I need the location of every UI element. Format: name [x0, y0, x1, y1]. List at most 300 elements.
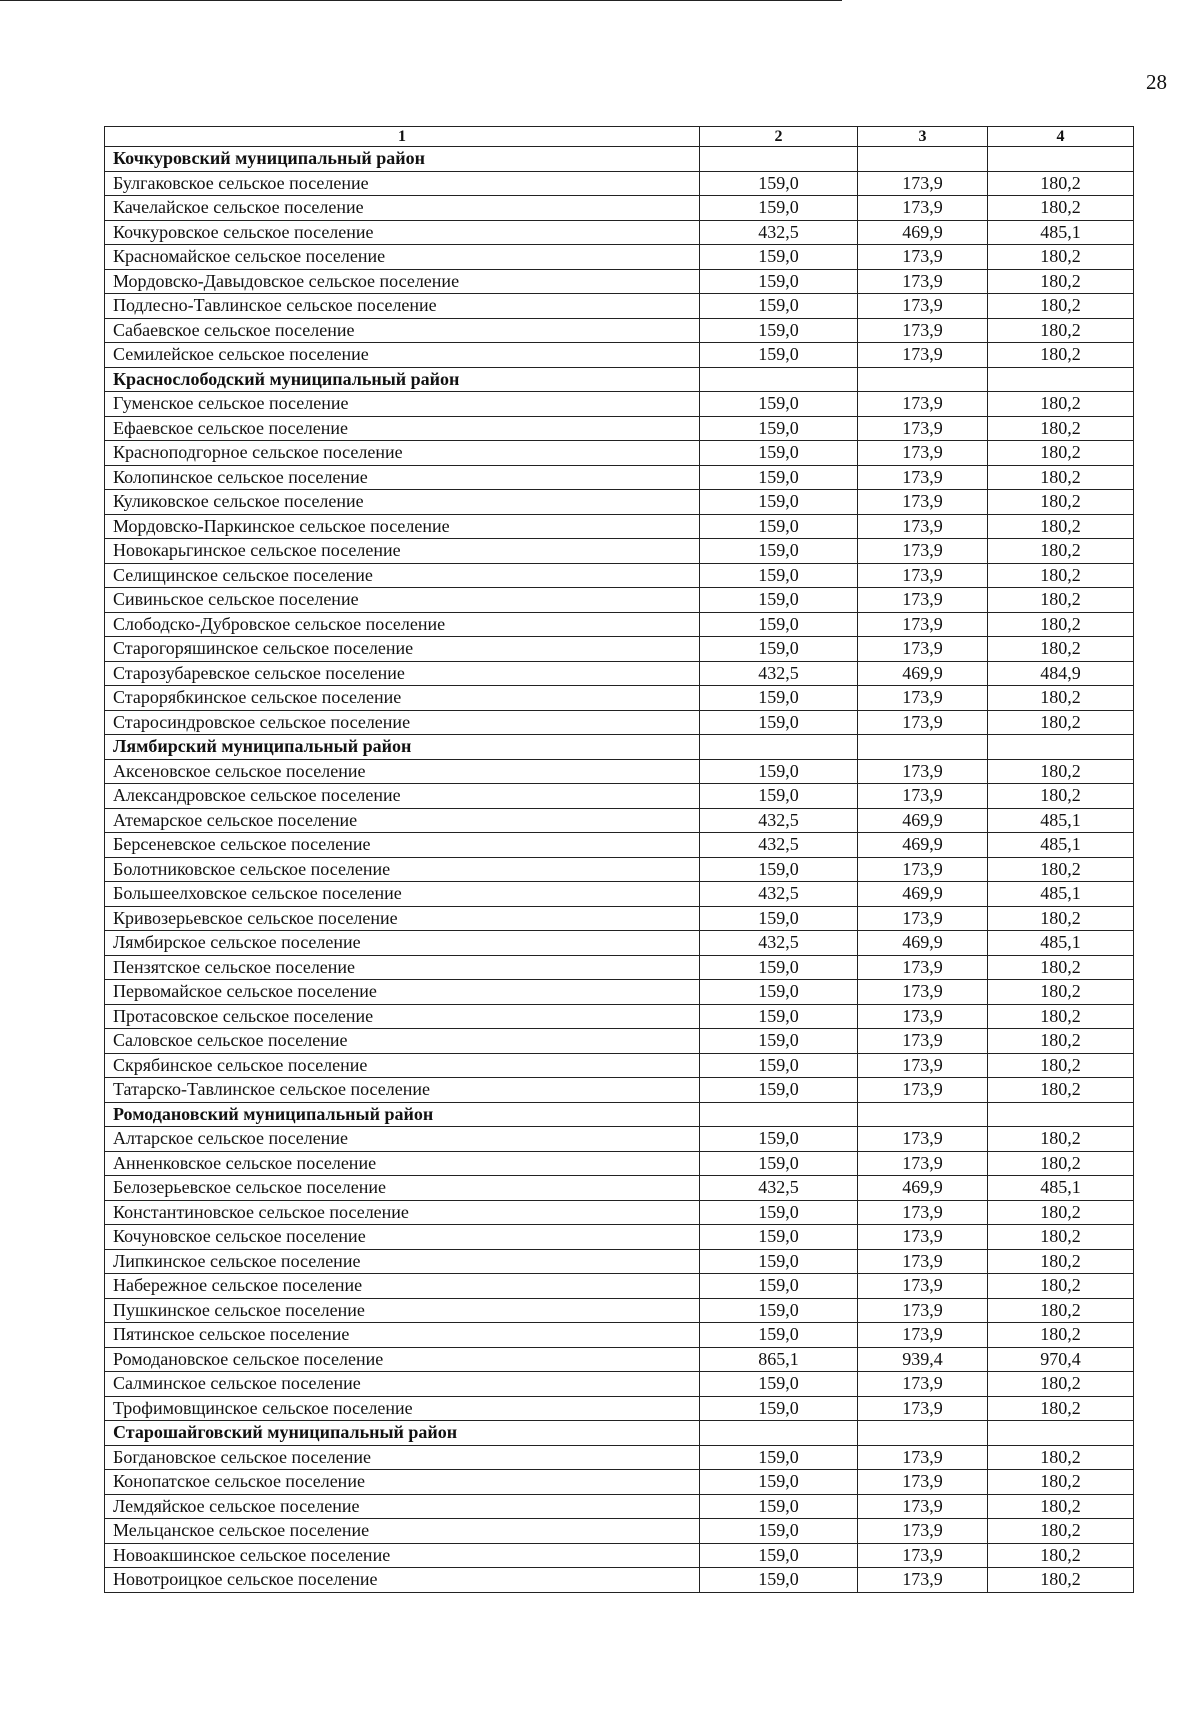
value-cell-col3: 173,9	[858, 1029, 988, 1054]
value-cell-col2: 159,0	[700, 392, 858, 417]
table-row	[105, 1470, 1134, 1495]
value-cell-col4: 180,2	[988, 906, 1134, 931]
data-table-container	[104, 126, 1133, 1593]
value-cell-col3: 173,9	[858, 1151, 988, 1176]
value-cell-col3: 173,9	[858, 1053, 988, 1078]
value-cell-col4: 180,2	[988, 1200, 1134, 1225]
value-cell-col3: 173,9	[858, 906, 988, 931]
table-row	[105, 171, 1134, 196]
value-cell-col2: 159,0	[700, 1200, 858, 1225]
settlement-name: Новоакшинское сельское поселение	[105, 1543, 700, 1568]
value-cell-col2: 159,0	[700, 1372, 858, 1397]
value-cell-col2: 159,0	[700, 686, 858, 711]
value-cell-col2: 159,0	[700, 710, 858, 735]
table-row	[105, 1372, 1134, 1397]
value-cell-col4: 180,2	[988, 784, 1134, 809]
value-cell-col2: 159,0	[700, 1078, 858, 1103]
value-cell-col4: 180,2	[988, 1568, 1134, 1593]
district-name: Краснослободский муниципальный район	[105, 367, 700, 392]
settlement-name: Ефаевское сельское поселение	[105, 416, 700, 441]
value-cell-col4: 180,2	[988, 392, 1134, 417]
table-row	[105, 539, 1134, 564]
table-row	[105, 637, 1134, 662]
value-cell-col4: 180,2	[988, 1445, 1134, 1470]
value-cell-col4: 180,2	[988, 857, 1134, 882]
district-name: Ромодановский муниципальный район	[105, 1102, 700, 1127]
table-row	[105, 392, 1134, 417]
settlement-name: Первомайское сельское поселение	[105, 980, 700, 1005]
settlement-name: Сабаевское сельское поселение	[105, 318, 700, 343]
value-cell-col3: 173,9	[858, 441, 988, 466]
top-rule	[0, 0, 842, 1]
value-cell-col3: 173,9	[858, 1543, 988, 1568]
value-cell-col3: 173,9	[858, 1568, 988, 1593]
table-row	[105, 441, 1134, 466]
value-cell-col2: 159,0	[700, 245, 858, 270]
table-row	[105, 514, 1134, 539]
value-cell-col2	[700, 1102, 858, 1127]
district-name: Старошайговский муниципальный район	[105, 1421, 700, 1446]
table-row	[105, 710, 1134, 735]
header-cell-4: 4	[988, 127, 1134, 147]
settlement-name: Мордовско-Давыдовское сельское поселение	[105, 269, 700, 294]
value-cell-col2: 159,0	[700, 171, 858, 196]
value-cell-col4	[988, 1102, 1134, 1127]
settlement-name: Татарско-Тавлинское сельское поселение	[105, 1078, 700, 1103]
header-cell-2: 2	[700, 127, 858, 147]
settlement-name: Подлесно-Тавлинское сельское поселение	[105, 294, 700, 319]
table-row	[105, 416, 1134, 441]
settlement-name: Атемарское сельское поселение	[105, 808, 700, 833]
table-row	[105, 955, 1134, 980]
value-cell-col4: 180,2	[988, 416, 1134, 441]
value-cell-col2: 159,0	[700, 465, 858, 490]
value-cell-col4: 485,1	[988, 882, 1134, 907]
settlement-name: Александровское сельское поселение	[105, 784, 700, 809]
table-row	[105, 857, 1134, 882]
page-number: 28	[1146, 70, 1167, 94]
value-cell-col4: 485,1	[988, 833, 1134, 858]
table-row	[105, 1519, 1134, 1544]
table-row	[105, 318, 1134, 343]
district-header-row	[105, 147, 1134, 172]
settlement-name: Алтарское сельское поселение	[105, 1127, 700, 1152]
value-cell-col3: 173,9	[858, 1249, 988, 1274]
settlement-name: Старозубаревское сельское поселение	[105, 661, 700, 686]
settlement-name: Кочуновское сельское поселение	[105, 1225, 700, 1250]
settlement-name: Лямбирское сельское поселение	[105, 931, 700, 956]
table-row	[105, 269, 1134, 294]
value-cell-col3: 173,9	[858, 980, 988, 1005]
value-cell-col3: 173,9	[858, 588, 988, 613]
value-cell-col4: 180,2	[988, 1494, 1134, 1519]
value-cell-col2: 432,5	[700, 882, 858, 907]
value-cell-col3	[858, 147, 988, 172]
value-cell-col3: 173,9	[858, 1470, 988, 1495]
value-cell-col3: 173,9	[858, 392, 988, 417]
district-header-row	[105, 1421, 1134, 1446]
settlement-name: Куликовское сельское поселение	[105, 490, 700, 515]
table-row	[105, 686, 1134, 711]
value-cell-col3: 173,9	[858, 1127, 988, 1152]
value-cell-col2: 159,0	[700, 563, 858, 588]
value-cell-col2	[700, 147, 858, 172]
value-cell-col3: 469,9	[858, 1176, 988, 1201]
table-row	[105, 808, 1134, 833]
value-cell-col4: 180,2	[988, 980, 1134, 1005]
value-cell-col2	[700, 367, 858, 392]
value-cell-col4: 180,2	[988, 1004, 1134, 1029]
table-row	[105, 1445, 1134, 1470]
value-cell-col4: 180,2	[988, 1323, 1134, 1348]
value-cell-col4: 180,2	[988, 318, 1134, 343]
value-cell-col3: 173,9	[858, 1078, 988, 1103]
value-cell-col2: 159,0	[700, 1225, 858, 1250]
value-cell-col2: 159,0	[700, 1151, 858, 1176]
value-cell-col2: 159,0	[700, 1298, 858, 1323]
table-row	[105, 245, 1134, 270]
value-cell-col2: 159,0	[700, 318, 858, 343]
value-cell-col2: 159,0	[700, 759, 858, 784]
table-row	[105, 833, 1134, 858]
district-header-row	[105, 735, 1134, 760]
value-cell-col4	[988, 1421, 1134, 1446]
value-cell-col2: 159,0	[700, 637, 858, 662]
settlement-name: Гуменское сельское поселение	[105, 392, 700, 417]
settlement-name: Пензятское сельское поселение	[105, 955, 700, 980]
settlement-name: Аксеновское сельское поселение	[105, 759, 700, 784]
table-row	[105, 1225, 1134, 1250]
value-cell-col2: 159,0	[700, 588, 858, 613]
table-row	[105, 1151, 1134, 1176]
value-cell-col4: 180,2	[988, 612, 1134, 637]
value-cell-col2: 159,0	[700, 441, 858, 466]
value-cell-col4: 485,1	[988, 808, 1134, 833]
value-cell-col4: 970,4	[988, 1347, 1134, 1372]
table-row	[105, 1249, 1134, 1274]
settlement-name: Конопатское сельское поселение	[105, 1470, 700, 1495]
table-row	[105, 1274, 1134, 1299]
table-row	[105, 1004, 1134, 1029]
value-cell-col3: 469,9	[858, 220, 988, 245]
value-cell-col4	[988, 735, 1134, 760]
value-cell-col2: 159,0	[700, 490, 858, 515]
value-cell-col4: 180,2	[988, 1298, 1134, 1323]
value-cell-col2: 159,0	[700, 1053, 858, 1078]
value-cell-col3: 173,9	[858, 784, 988, 809]
value-cell-col2: 159,0	[700, 196, 858, 221]
table-row	[105, 588, 1134, 613]
value-cell-col2: 159,0	[700, 1249, 858, 1274]
settlement-name: Большеелховское сельское поселение	[105, 882, 700, 907]
value-cell-col4: 180,2	[988, 441, 1134, 466]
settlement-name: Липкинское сельское поселение	[105, 1249, 700, 1274]
value-cell-col4: 180,2	[988, 514, 1134, 539]
header-cell-3: 3	[858, 127, 988, 147]
table-body	[105, 147, 1134, 1593]
value-cell-col4: 485,1	[988, 220, 1134, 245]
settlement-name: Богдановское сельское поселение	[105, 1445, 700, 1470]
value-cell-col2: 159,0	[700, 1274, 858, 1299]
settlement-name: Берсеневское сельское поселение	[105, 833, 700, 858]
settlement-name: Слободско-Дубровское сельское поселение	[105, 612, 700, 637]
value-cell-col4: 180,2	[988, 294, 1134, 319]
value-cell-col3: 173,9	[858, 1225, 988, 1250]
value-cell-col2: 159,0	[700, 1127, 858, 1152]
value-cell-col2: 159,0	[700, 1470, 858, 1495]
table-row	[105, 1396, 1134, 1421]
settlement-name: Анненковское сельское поселение	[105, 1151, 700, 1176]
value-cell-col4: 180,2	[988, 196, 1134, 221]
value-cell-col4: 180,2	[988, 465, 1134, 490]
value-cell-col3: 173,9	[858, 294, 988, 319]
table-row	[105, 882, 1134, 907]
table-row	[105, 1127, 1134, 1152]
value-cell-col4: 180,2	[988, 1127, 1134, 1152]
value-cell-col2: 159,0	[700, 955, 858, 980]
value-cell-col4: 180,2	[988, 171, 1134, 196]
table-row	[105, 1494, 1134, 1519]
value-cell-col2: 159,0	[700, 857, 858, 882]
table-row	[105, 1298, 1134, 1323]
value-cell-col2: 159,0	[700, 1004, 858, 1029]
value-cell-col3: 173,9	[858, 245, 988, 270]
value-cell-col3: 173,9	[858, 710, 988, 735]
value-cell-col2: 432,5	[700, 661, 858, 686]
table-row	[105, 612, 1134, 637]
value-cell-col2: 159,0	[700, 1519, 858, 1544]
value-cell-col3: 173,9	[858, 1274, 988, 1299]
value-cell-col3: 173,9	[858, 318, 988, 343]
table-row	[105, 294, 1134, 319]
value-cell-col4: 180,2	[988, 1396, 1134, 1421]
settlement-name: Красномайское сельское поселение	[105, 245, 700, 270]
value-cell-col3: 173,9	[858, 686, 988, 711]
district-header-row	[105, 1102, 1134, 1127]
value-cell-col4: 180,2	[988, 1053, 1134, 1078]
district-name: Лямбирский муниципальный район	[105, 735, 700, 760]
settlement-name: Качелайское сельское поселение	[105, 196, 700, 221]
value-cell-col4: 180,2	[988, 245, 1134, 270]
value-cell-col4	[988, 147, 1134, 172]
table-row	[105, 784, 1134, 809]
value-cell-col4: 180,2	[988, 1225, 1134, 1250]
value-cell-col4: 180,2	[988, 490, 1134, 515]
value-cell-col3: 173,9	[858, 343, 988, 368]
value-cell-col2: 159,0	[700, 784, 858, 809]
settlement-name: Саловское сельское поселение	[105, 1029, 700, 1054]
value-cell-col3: 469,9	[858, 931, 988, 956]
value-cell-col4: 180,2	[988, 686, 1134, 711]
settlement-name: Мельцанское сельское поселение	[105, 1519, 700, 1544]
value-cell-col2: 159,0	[700, 514, 858, 539]
settlement-name: Пушкинское сельское поселение	[105, 1298, 700, 1323]
settlement-name: Скрябинское сельское поселение	[105, 1053, 700, 1078]
settlement-name: Селищинское сельское поселение	[105, 563, 700, 588]
value-cell-col3: 173,9	[858, 955, 988, 980]
value-cell-col3: 469,9	[858, 808, 988, 833]
value-cell-col2: 432,5	[700, 1176, 858, 1201]
value-cell-col2: 432,5	[700, 808, 858, 833]
table-row	[105, 661, 1134, 686]
value-cell-col3: 173,9	[858, 1200, 988, 1225]
settlement-name: Пятинское сельское поселение	[105, 1323, 700, 1348]
value-cell-col2: 159,0	[700, 1029, 858, 1054]
value-cell-col3: 173,9	[858, 1519, 988, 1544]
value-cell-col2: 159,0	[700, 416, 858, 441]
table-row	[105, 465, 1134, 490]
value-cell-col3: 173,9	[858, 539, 988, 564]
value-cell-col4: 180,2	[988, 955, 1134, 980]
table-row	[105, 1200, 1134, 1225]
settlement-name: Новокарьгинское сельское поселение	[105, 539, 700, 564]
settlement-name: Семилейское сельское поселение	[105, 343, 700, 368]
value-cell-col3: 173,9	[858, 171, 988, 196]
settlement-name: Кочкуровское сельское поселение	[105, 220, 700, 245]
value-cell-col2: 159,0	[700, 612, 858, 637]
table-row	[105, 1568, 1134, 1593]
table-row	[105, 931, 1134, 956]
value-cell-col2: 159,0	[700, 1445, 858, 1470]
value-cell-col3: 173,9	[858, 1298, 988, 1323]
value-cell-col3: 173,9	[858, 563, 988, 588]
value-cell-col3: 939,4	[858, 1347, 988, 1372]
value-cell-col4: 484,9	[988, 661, 1134, 686]
value-cell-col2: 159,0	[700, 1396, 858, 1421]
district-header-row	[105, 367, 1134, 392]
value-cell-col4: 180,2	[988, 1519, 1134, 1544]
value-cell-col3: 173,9	[858, 1494, 988, 1519]
value-cell-col4: 180,2	[988, 1249, 1134, 1274]
value-cell-col4: 180,2	[988, 588, 1134, 613]
table-row	[105, 563, 1134, 588]
value-cell-col3	[858, 1102, 988, 1127]
settlement-name: Белозерьевское сельское поселение	[105, 1176, 700, 1201]
value-cell-col4: 180,2	[988, 1151, 1134, 1176]
settlement-name: Сивиньское сельское поселение	[105, 588, 700, 613]
value-cell-col4: 180,2	[988, 1543, 1134, 1568]
value-cell-col3: 469,9	[858, 833, 988, 858]
value-cell-col2: 159,0	[700, 1568, 858, 1593]
table-row	[105, 490, 1134, 515]
value-cell-col3: 173,9	[858, 1004, 988, 1029]
value-cell-col2: 432,5	[700, 833, 858, 858]
value-cell-col4: 180,2	[988, 1470, 1134, 1495]
value-cell-col4: 180,2	[988, 759, 1134, 784]
value-cell-col3: 173,9	[858, 759, 988, 784]
value-cell-col2: 159,0	[700, 294, 858, 319]
settlement-name: Болотниковское сельское поселение	[105, 857, 700, 882]
value-cell-col3: 173,9	[858, 514, 988, 539]
value-cell-col3: 173,9	[858, 490, 988, 515]
table-row	[105, 1347, 1134, 1372]
table-header-row	[105, 127, 1134, 147]
table-row	[105, 1176, 1134, 1201]
value-cell-col2	[700, 735, 858, 760]
value-cell-col3: 173,9	[858, 612, 988, 637]
value-cell-col4	[988, 367, 1134, 392]
value-cell-col4: 180,2	[988, 269, 1134, 294]
settlement-name: Старорябкинское сельское поселение	[105, 686, 700, 711]
value-cell-col4: 180,2	[988, 1029, 1134, 1054]
settlement-name: Колопинское сельское поселение	[105, 465, 700, 490]
value-cell-col2: 432,5	[700, 220, 858, 245]
header-cell-1: 1	[105, 127, 700, 147]
settlement-name: Краснoподгорное сельское поселение	[105, 441, 700, 466]
settlement-name: Старосиндровское сельское поселение	[105, 710, 700, 735]
table-row	[105, 220, 1134, 245]
value-cell-col3: 173,9	[858, 1445, 988, 1470]
value-cell-col2: 159,0	[700, 1543, 858, 1568]
settlement-name: Кривозерьевское сельское поселение	[105, 906, 700, 931]
table-row	[105, 196, 1134, 221]
settlement-name: Мордовско-Паркинское сельское поселение	[105, 514, 700, 539]
table-row	[105, 1053, 1134, 1078]
value-cell-col3: 173,9	[858, 269, 988, 294]
value-cell-col2: 159,0	[700, 269, 858, 294]
value-cell-col4: 180,2	[988, 710, 1134, 735]
table-row	[105, 1029, 1134, 1054]
settlement-name: Трофимовщинское сельское поселение	[105, 1396, 700, 1421]
value-cell-col3	[858, 735, 988, 760]
table-row	[105, 906, 1134, 931]
value-cell-col4: 180,2	[988, 1274, 1134, 1299]
settlement-name: Набережное сельское поселение	[105, 1274, 700, 1299]
value-cell-col2: 432,5	[700, 931, 858, 956]
value-cell-col4: 180,2	[988, 637, 1134, 662]
value-cell-col2: 159,0	[700, 906, 858, 931]
value-cell-col3: 173,9	[858, 465, 988, 490]
value-cell-col3: 173,9	[858, 1396, 988, 1421]
table-row	[105, 343, 1134, 368]
value-cell-col3: 173,9	[858, 637, 988, 662]
value-cell-col2: 865,1	[700, 1347, 858, 1372]
value-cell-col3: 173,9	[858, 196, 988, 221]
settlement-name: Старогоряшинское сельское поселение	[105, 637, 700, 662]
settlement-name: Салминское сельское поселение	[105, 1372, 700, 1397]
settlement-name: Булгаковское сельское поселение	[105, 171, 700, 196]
district-name: Кочкуровский муниципальный район	[105, 147, 700, 172]
settlement-name: Лемдяйское сельское поселение	[105, 1494, 700, 1519]
value-cell-col4: 180,2	[988, 563, 1134, 588]
value-cell-col3: 173,9	[858, 1372, 988, 1397]
settlement-name: Ромодановское сельское поселение	[105, 1347, 700, 1372]
value-cell-col4: 180,2	[988, 1372, 1134, 1397]
table-row	[105, 759, 1134, 784]
table-row	[105, 980, 1134, 1005]
value-cell-col2	[700, 1421, 858, 1446]
value-cell-col3	[858, 367, 988, 392]
table-row	[105, 1543, 1134, 1568]
value-cell-col2: 159,0	[700, 539, 858, 564]
settlement-name: Константиновское сельское поселение	[105, 1200, 700, 1225]
value-cell-col4: 485,1	[988, 1176, 1134, 1201]
value-cell-col3: 469,9	[858, 882, 988, 907]
value-cell-col4: 485,1	[988, 931, 1134, 956]
value-cell-col2: 159,0	[700, 1323, 858, 1348]
value-cell-col3: 173,9	[858, 857, 988, 882]
settlement-name: Новотроицкое сельское поселение	[105, 1568, 700, 1593]
data-table	[104, 126, 1134, 1593]
value-cell-col3: 469,9	[858, 661, 988, 686]
value-cell-col3: 173,9	[858, 416, 988, 441]
value-cell-col4: 180,2	[988, 539, 1134, 564]
value-cell-col4: 180,2	[988, 1078, 1134, 1103]
value-cell-col2: 159,0	[700, 1494, 858, 1519]
value-cell-col2: 159,0	[700, 343, 858, 368]
settlement-name: Протасовское сельское поселение	[105, 1004, 700, 1029]
table-row	[105, 1323, 1134, 1348]
